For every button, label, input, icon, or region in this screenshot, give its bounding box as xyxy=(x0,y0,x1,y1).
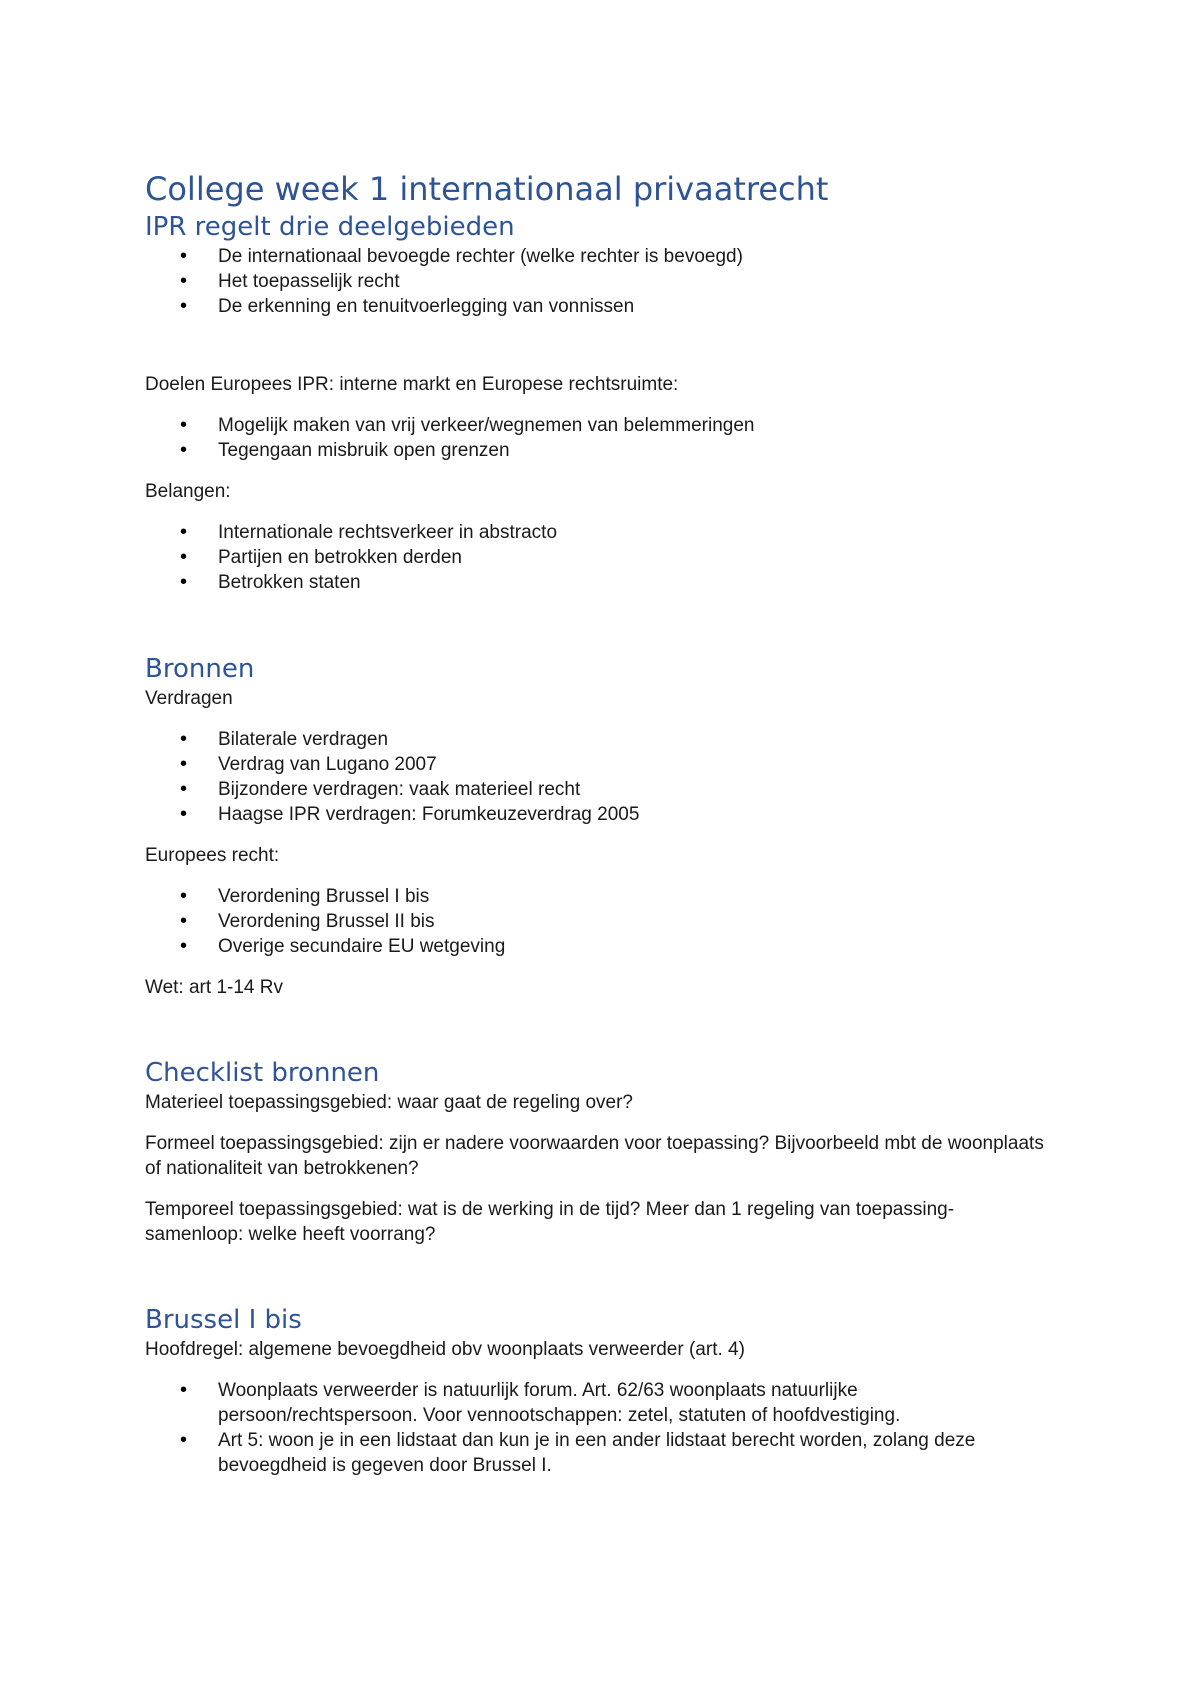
list-item: • Art 5: woon je in een lidstaat dan kun je in een ander lidstaat berecht worden, zolang deze bevoegdheid is gegeven door Brussel I. xyxy=(145,1428,1050,1478)
list-item: • Verordening Brussel I bis xyxy=(145,884,1050,909)
materieel-paragraph: Materieel toepassingsgebied: waar gaat de regeling over? xyxy=(145,1092,633,1113)
belangen-paragraph: Belangen: xyxy=(145,481,231,502)
list-item: • Het toepasselijk recht xyxy=(145,269,1050,294)
doelen-paragraph: Doelen Europees IPR: interne markt en Europese rechtsruimte: xyxy=(145,374,679,395)
brussel-list xyxy=(145,1378,1050,1478)
wet-paragraph: Wet: art 1-14 Rv xyxy=(145,977,283,998)
list-item: • De erkenning en tenuitvoerlegging van vonnissen xyxy=(145,294,1050,319)
verdragen-list xyxy=(145,727,1050,827)
belangen-list xyxy=(145,520,1050,595)
section-heading-deelgebieden: IPR regelt drie deelgebieden xyxy=(145,212,515,242)
list-item: • Tegengaan misbruik open grenzen xyxy=(145,438,1050,463)
list-item: • Woonplaats verweerder is natuurlijk forum. Art. 62/63 woonplaats natuurlijke persoon/rechtspersoon. Voor vennootschappen: zetel, statuten of hoofdvestiging. xyxy=(145,1378,1050,1428)
temporeel-paragraph: Temporeel toepassingsgebied: wat is de werking in de tijd? Meer dan 1 regeling van toepassing- samenloop: welke heeft voorrang? xyxy=(145,1199,955,1245)
list-item: • Bijzondere verdragen: vaak materieel recht xyxy=(145,777,1050,802)
list-item: • Haagse IPR verdragen: Forumkeuzeverdrag 2005 xyxy=(145,802,1050,827)
europees-recht-list xyxy=(145,884,1050,959)
list-item: • Internationale rechtsverkeer in abstracto xyxy=(145,520,1050,545)
list-item: • Bilaterale verdragen xyxy=(145,727,1050,752)
list-item: • De internationaal bevoegde rechter (welke rechter is bevoegd) xyxy=(145,244,1050,269)
list-item: • Partijen en betrokken derden xyxy=(145,545,1050,570)
list-item: • Verordening Brussel II bis xyxy=(145,909,1050,934)
section-heading-brussel: Brussel I bis xyxy=(145,1305,302,1335)
verdragen-paragraph: Verdragen xyxy=(145,688,233,709)
list-item: • Betrokken staten xyxy=(145,570,1050,595)
list-item: • Verdrag van Lugano 2007 xyxy=(145,752,1050,777)
list-item: • Overige secundaire EU wetgeving xyxy=(145,934,1050,959)
doelen-list xyxy=(145,413,1050,463)
section-heading-checklist: Checklist bronnen xyxy=(145,1058,380,1088)
deelgebieden-list xyxy=(145,244,1050,319)
hoofdregel-paragraph: Hoofdregel: algemene bevoegdheid obv woonplaats verweerder (art. 4) xyxy=(145,1339,745,1360)
europees-recht-paragraph: Europees recht: xyxy=(145,845,280,866)
document-title: College week 1 internationaal privaatrecht xyxy=(145,170,829,208)
formeel-paragraph: Formeel toepassingsgebied: zijn er nadere voorwaarden voor toepassing? Bijvoorbeeld mbt de woonplaats of nationaliteit van betrokkenen? xyxy=(145,1133,1044,1179)
section-heading-bronnen: Bronnen xyxy=(145,654,255,684)
list-item: • Mogelijk maken van vrij verkeer/wegnemen van belemmeringen xyxy=(145,413,1050,438)
